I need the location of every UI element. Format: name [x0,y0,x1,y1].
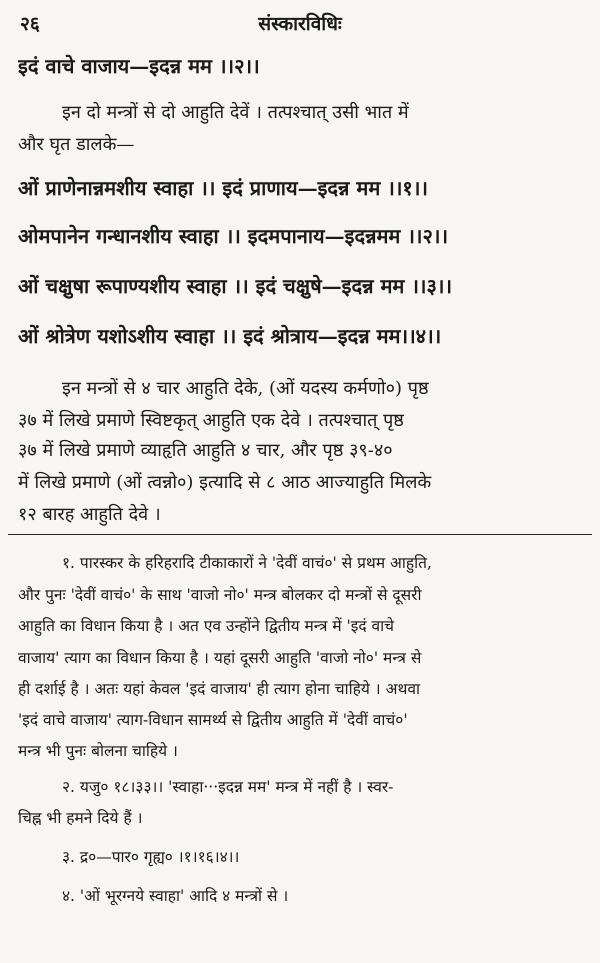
footnote-2-line-2: चिह्न भी हमने दिये हैं । [18,809,143,827]
footnote-3: ३. द्र०—पार० गृह्य० ।१।१६।४।। [62,848,240,866]
running-title: संस्कारविधिः [258,13,342,35]
page-header [16,10,584,38]
para2-line-1: इन मन्त्रों से ४ चार आहुति देके, (ओं यदस्य कर्मणो०) पृष्ठ [62,378,429,399]
mantra-2: ओमपानेन गन्धानशीय स्वाहा ।। इदमपानाय—इदन्नमम ।।२।। [18,224,449,248]
top-mantra-line: इदं वाचे वाजाय—इदन्न मम ।।२।। [18,54,260,78]
footnote-1-line-2: और पुनः 'देवीं वाचं०' के साथ 'वाजो नो०' मन्त्र बोलकर दो मन्त्रों से दूसरी [18,586,422,604]
mantra-4: ओं श्रोत्रेण यशोऽशीय स्वाहा ।। इदं श्रोत्राय—इदन्न मम।।४।। [18,324,442,348]
footnote-1-line-7: मन्त्र भी पुनः बोलना चाहिये । [18,742,178,760]
para2-line-4: में लिखे प्रमाणे (ओं त्वन्नो०) इत्यादि से ८ आठ आज्याहुति मिलके [18,472,432,493]
footnote-divider [8,534,592,535]
footnote-1-line-1: १. पारस्कर के हरिहरादि टीकाकारों ने 'देवीं वाचं०' से प्रथम आहुति, [62,554,432,572]
para1-line-1: इन दो मन्त्रों से दो आहुति देवें । तत्पश्चात् उसी भात में [62,102,409,123]
para2-line-3: ३७ में लिखे प्रमाणे व्याहृति आहुति ४ चार, और पृष्ठ ३९-४० [18,440,393,461]
footnote-1-line-6: 'इदं वाचे वाजाय' त्याग-विधान सामर्थ्य से द्वितीय आहुति में 'देवीं वाचं०' [18,711,408,729]
footnote-2-line-1: २. यजु० १८।३३।। 'स्वाहा···इदन्न मम' मन्त्र में नहीं है । स्वर- [62,778,394,796]
para2-line-2: ३७ में लिखे प्रमाणे स्विष्टकृत् आहुति एक देवे । तत्पश्चात् पृष्ठ [18,410,404,431]
footnote-1-line-3: आहुति का विधान किया है । अत एव उन्होंने द्वितीय मन्त्र में 'इदं वाचे [18,617,395,635]
footnote-4: ४. 'ओं भूरग्नये स्वाहा' आदि ४ मन्त्रों से । [62,887,289,905]
para1-line-2: और घृत डालके— [18,134,135,155]
page-number: २६ [20,13,40,35]
footnote-1-line-5: ही दर्शाई है । अतः यहां केवल 'इदं वाजाय' ही त्याग होना चाहिये । अथवा [18,680,420,698]
para2-line-5: १२ बारह आहुति देवे । [18,504,161,525]
mantra-1: ओं प्राणेनान्नमशीय स्वाहा ।। इदं प्राणाय—इदन्न मम ।।१।। [18,176,428,200]
mantra-3: ओं चक्षुषा रूपाण्यशीय स्वाहा ।। इदं चक्षुषे—इदन्न मम ।।३।। [18,274,453,298]
footnote-1-line-4: वाजाय' त्याग का विधान किया है । यहां दूसरी आहुति 'वाजो नो०' मन्त्र से [18,649,422,667]
